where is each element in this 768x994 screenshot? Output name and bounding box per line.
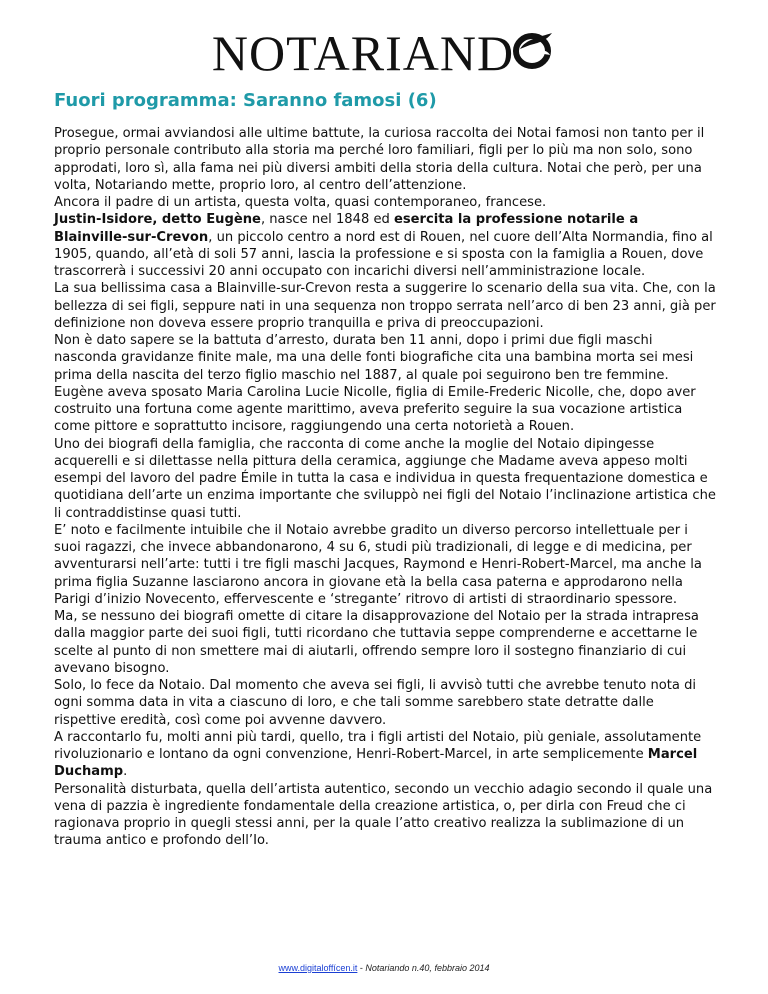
footer-link[interactable]: www.digitaloffícen.it bbox=[278, 963, 358, 973]
paragraph: Ma, se nessuno dei biografi omette di citare la disapprovazione del Notaio per la strada intrapresa dalla maggior parte dei suoi figli, tutti ricordano che tuttavia seppe comprenderne e accettarne le scelte al punto di non smettere mai di aiutarli, offrendo sempre loro il sostegno finanziario di cui avevano bisogno. bbox=[54, 609, 699, 676]
footer-issue: Notariando n.40, febbraio 2014 bbox=[365, 963, 490, 973]
page-footer bbox=[0, 963, 768, 973]
paragraph: Non è dato sapere se la battuta d’arresto, durata ben 11 anni, dopo i primi due figli maschi nasconda gravidanze finite male, ma una delle fonti biografiche cita una bambina morta sei mesi prima della nascita del terzo figlio maschio nel 1887, al quale poi seguirono ben tre femmine. bbox=[54, 333, 694, 383]
text-run: . bbox=[123, 764, 128, 780]
paragraph: Personalità disturbata, quella dell’artista autentico, secondo un vecchio adagio secondo il quale una vena di pazzia è ingrediente fondamentale della creazione artistica, o, per dirla con Freud che ci ragionava proprio in quegli stessi anni, per la quale l’atto creativo realizza la sublimazione di un trauma antico e profondo dell’Io. bbox=[54, 781, 713, 849]
article-title: Fuori programma: Saranno famosi (6) bbox=[54, 90, 437, 111]
paragraph: Ancora il padre di un artista, questa volta, quasi contemporaneo, francese. bbox=[54, 195, 547, 210]
bold-name: Marcel Duchamp bbox=[54, 747, 698, 780]
masthead bbox=[0, 25, 768, 81]
paragraph: Solo, lo fece da Notaio. Dal momento che aveva sei figli, li avvisò tutti che avrebbe tenuto nota di ogni somma data in vita a ciascuno di loro, e che tali somme sarebbero state detratte dalle rispettive eredità, così come poi avvenne davvero. bbox=[54, 678, 697, 728]
text-run: A raccontarlo fu, molti anni più tardi, quello, tra i figli artisti del Notaio, più geniale, assolutamente rivoluzionario e lontano da ogni convenzione, Henri-Robert-Marcel, in arte semplicemente bbox=[54, 729, 702, 762]
paragraph bbox=[54, 211, 716, 280]
brand-logo-text: NOTARIAND bbox=[211, 25, 515, 81]
paragraph: E’ noto e facilmente intuibile che il Notaio avrebbe gradito un diverso percorso intellettuale per i suoi ragazzi, che invece abbandonarono, 4 su 6, studi più tradizionali, di legge e di medicina, per avventurarsi nell’arte: tutti i tre figli maschi Jacques, Raymond e Henri-Robert-Marcel, ma anche la prima figlia Suzanne lasciarono ancora in giovane età la bella casa paterna e approdarono nella Parigi d’inizio Novecento, effervescente e ‘stregante’ ritrovo di artisti di straordinario spessore. bbox=[54, 522, 702, 607]
bold-name: Justin-Isidore, detto Eugène bbox=[54, 212, 261, 228]
text-run: , nasce nel 1848 ed bbox=[260, 212, 394, 228]
bold-phrase: esercita la professione notarile a Blainville-sur-Crevon bbox=[54, 212, 639, 245]
paragraph: Eugène aveva sposato Maria Carolina Lucie Nicolle, figlia di Emile-Frederic Nicolle, che, dopo aver costruito una fortuna come agente marittimo, aveva preferito seguire la sua vocazione artistica come pittore e soprattutto incisore, raggiungendo una certa notorietà a Rouen. bbox=[54, 384, 696, 435]
swirl-o-logo-icon bbox=[512, 29, 556, 74]
paragraph bbox=[54, 729, 716, 781]
paragraph: La sua bellissima casa a Blainville-sur-Crevon resta a suggerire lo scenario della sua vita. Che, con la bellezza di sei figli, seppure nati in una sequenza non troppo serrata nell’arco di ben 23 anni, già per definizione non doveva essere proprio tranquilla e priva di preoccupazioni. bbox=[54, 281, 716, 331]
footer-separator: - bbox=[357, 963, 366, 973]
article-body bbox=[54, 125, 716, 850]
paragraph: Prosegue, ormai avviandosi alle ultime battute, la curiosa raccolta dei Notai famosi non tanto per il proprio personale contributo alla storia ma perché loro familiari, figli per lo più ma non solo, sono approdati, loro sì, alla fama nei più diversi ambiti della storia della cultura. Notai che però, per una volta, Notariando mette, proprio loro, al centro dell’attenzione. bbox=[54, 126, 705, 193]
paragraph: Uno dei biografi della famiglia, che racconta di come anche la moglie del Notaio dipingesse acquerelli e si dilettasse nella pittura della ceramica, aggiunge che Madame aveva appeso molti esempi del lavoro del padre Émile in tutta la casa e individua in questa frequentazione domestica e quotidiana dell’arte un enzima importante che sviluppò nei figli del Notaio l’inclinazione artistica che li contraddistinse quasi tutti. bbox=[54, 436, 716, 521]
text-run: , un piccolo centro a nord est di Rouen, nel cuore dell’Alta Normandia, fino al 1905, quando, all’età di soli 57 anni, lascia la professione e si sposta con la famiglia a Rouen, dove trascorrerà i successivi 20 anni occupato con incarichi diversi nell’amministrazione locale. bbox=[54, 229, 713, 279]
